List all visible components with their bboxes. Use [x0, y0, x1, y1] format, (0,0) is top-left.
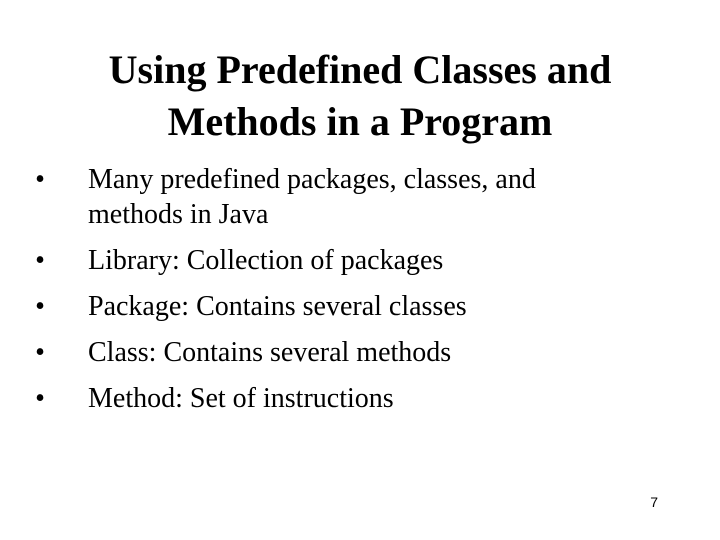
bullet-item-method	[30, 381, 690, 416]
bullet-text	[88, 335, 690, 370]
bullet-marker-icon: •	[35, 291, 45, 322]
bullet-item-predefined	[30, 162, 690, 232]
bullet-text-line: Class: Contains several methods	[88, 337, 452, 368]
bullet-marker-icon: •	[35, 337, 45, 368]
bullet-text	[88, 289, 690, 324]
bullet-text	[88, 381, 690, 416]
slide-title-line-2: Methods in a Program	[167, 99, 553, 144]
bullet-list	[30, 162, 690, 427]
bullet-item-package	[30, 289, 690, 324]
bullet-marker-icon: •	[35, 383, 45, 414]
page-number: 7	[650, 494, 658, 510]
slide-title	[40, 44, 680, 148]
bullet-text	[88, 243, 690, 278]
slide-title-line-1: Using Predefined Classes and	[108, 47, 612, 92]
bullet-marker-icon: •	[35, 164, 45, 195]
bullet-marker-icon: •	[35, 245, 45, 276]
bullet-text-line: methods in Java	[88, 199, 269, 230]
bullet-text-line: Many predefined packages, classes, and	[88, 164, 536, 195]
bullet-text	[88, 162, 690, 232]
bullet-item-library	[30, 243, 690, 278]
bullet-text-line: Method: Set of instructions	[88, 383, 394, 414]
bullet-text-line: Package: Contains several classes	[88, 291, 467, 322]
bullet-text-line: Library: Collection of packages	[88, 245, 444, 276]
bullet-item-class	[30, 335, 690, 370]
